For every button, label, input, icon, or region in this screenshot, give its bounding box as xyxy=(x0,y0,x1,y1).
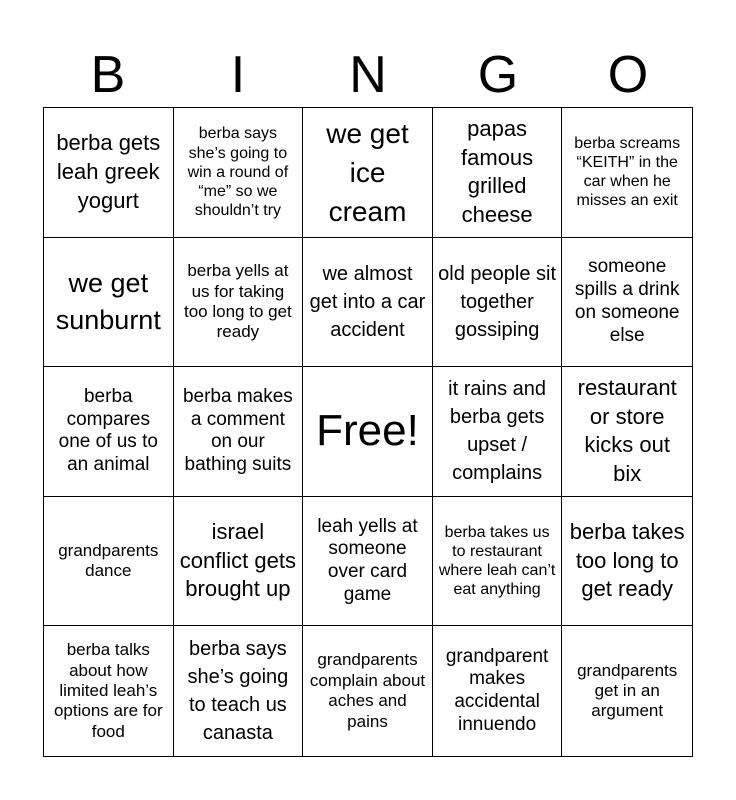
header-letter-i: I xyxy=(230,46,246,104)
bingo-cell[interactable]: we almost get into a car accident xyxy=(303,238,433,368)
bingo-cell[interactable]: grandparent makes accidental innuendo xyxy=(433,626,563,756)
bingo-cell[interactable]: berba makes a comment on our bathing suits xyxy=(174,367,304,497)
bingo-cell[interactable]: berba yells at us for taking too long to get ready xyxy=(174,238,304,368)
bingo-cell[interactable]: berba screams “KEITH” in the car when he misses an exit xyxy=(562,108,692,238)
bingo-cell[interactable]: we get ice cream xyxy=(303,108,433,238)
bingo-cell[interactable]: berba gets leah greek yogurt xyxy=(44,108,174,238)
bingo-grid xyxy=(43,107,693,757)
bingo-cell[interactable]: berba takes too long to get ready xyxy=(562,497,692,627)
bingo-cell[interactable]: restaurant or store kicks out bix xyxy=(562,367,692,497)
header-letter-b: B xyxy=(90,46,126,104)
bingo-cell[interactable]: israel conflict gets brought up xyxy=(174,497,304,627)
free-space[interactable]: Free! xyxy=(303,367,433,497)
bingo-cell[interactable]: leah yells at someone over card game xyxy=(303,497,433,627)
bingo-cell[interactable]: berba compares one of us to an animal xyxy=(44,367,174,497)
bingo-cell[interactable]: grandparents complain about aches and pains xyxy=(303,626,433,756)
bingo-cell[interactable]: grandparents get in an argument xyxy=(577,660,678,721)
header-letter-g: G xyxy=(477,46,519,104)
bingo-cell[interactable]: we get sunburnt xyxy=(44,238,174,368)
bingo-cell[interactable]: it rains and berba gets upset / complains xyxy=(433,367,563,497)
header-letter-n: N xyxy=(349,46,387,104)
bingo-cell[interactable]: old people sit together gossiping xyxy=(433,238,563,368)
bingo-header xyxy=(43,44,693,106)
bingo-cell[interactable]: papas famous grilled cheese xyxy=(433,108,563,238)
bingo-cell[interactable]: berba takes us to restaurant where leah can’t eat anything xyxy=(433,497,563,627)
header-letter-o: O xyxy=(607,46,649,104)
bingo-cell[interactable]: someone spills a drink on someone else xyxy=(562,238,692,368)
bingo-cell[interactable]: berba says she’s going to teach us canasta xyxy=(174,626,304,756)
bingo-cell[interactable]: berba says she’s going to win a round of “me” so we shouldn’t try xyxy=(174,108,304,238)
bingo-cell[interactable]: berba talks about how limited leah’s options are for food xyxy=(44,626,174,756)
bingo-cell[interactable]: grandparents dance xyxy=(44,497,174,627)
